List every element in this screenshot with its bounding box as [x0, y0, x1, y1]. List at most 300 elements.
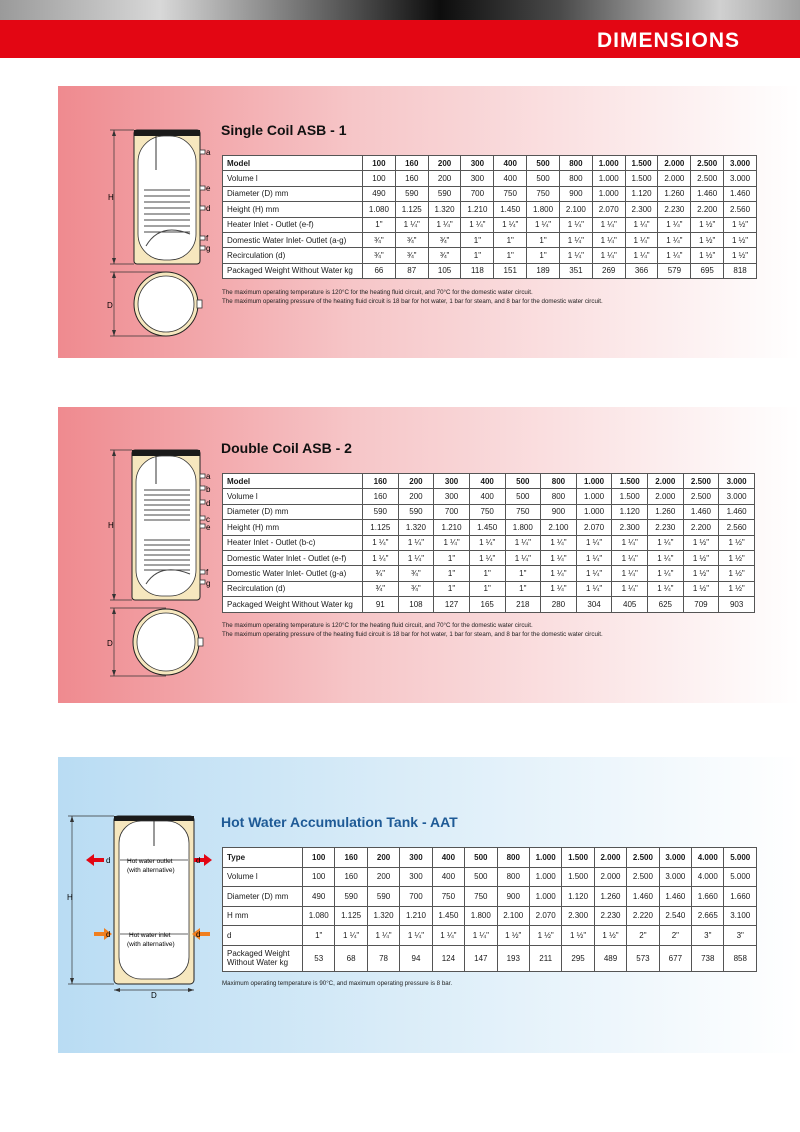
port-d-label: d — [196, 930, 201, 939]
row-label — [223, 232, 363, 247]
table-cell: 1.460 — [683, 504, 719, 519]
table-cell: 1 ¼" — [625, 217, 658, 232]
table-cell: 1" — [461, 232, 494, 247]
table-cell: 1 ¼" — [398, 550, 434, 565]
table-cell: 2.665 — [692, 906, 724, 926]
table-cell: 1.800 — [527, 202, 560, 217]
table-cell: 200 — [428, 156, 461, 171]
table-cell: 1 ½" — [724, 248, 757, 263]
table-cell: 1.080 — [363, 202, 396, 217]
table-cell: 695 — [691, 263, 724, 278]
table-cell: 147 — [465, 945, 497, 971]
table-row — [223, 535, 755, 550]
table-cell: 1.500 — [562, 867, 594, 887]
port-f-label: f — [206, 234, 209, 243]
table-cell: 750 — [505, 504, 541, 519]
table-cell: 1.500 — [612, 474, 648, 489]
double-coil-tank-diagram — [100, 444, 220, 684]
note-line: Maximum operating temperature is 90°C, and maximum operating pressure is 8 bar. — [222, 980, 453, 987]
table-cell: 2.000 — [648, 489, 684, 504]
table-cell: 1.120 — [612, 504, 648, 519]
header-band — [0, 20, 800, 58]
port-g-label: g — [206, 579, 211, 588]
table-cell: 1 ¼" — [398, 535, 434, 550]
height-dim-label: H — [67, 893, 73, 902]
table-cell: 1 ½" — [691, 232, 724, 247]
table-cell: 1 ½" — [691, 248, 724, 263]
table-row — [223, 520, 755, 535]
table-cell: 900 — [559, 186, 592, 201]
row-label — [223, 867, 303, 887]
table-cell: ¾" — [428, 232, 461, 247]
height-dim-label: H — [108, 193, 114, 202]
table-cell: 1 ¼" — [576, 550, 612, 565]
table-cell: 366 — [625, 263, 658, 278]
table-cell: ¾" — [363, 581, 399, 596]
single-coil-title: Single Coil ASB - 1 — [221, 122, 347, 138]
table-cell: 1 ¼" — [576, 581, 612, 596]
row-label — [223, 474, 363, 489]
table-cell: 1 ½" — [724, 217, 757, 232]
table-cell: 1 ½" — [529, 926, 561, 946]
table-cell: 1 ½" — [724, 232, 757, 247]
port-d-label: d — [106, 856, 111, 865]
table-cell: 1.450 — [494, 202, 527, 217]
table-cell: 400 — [469, 489, 505, 504]
table-cell: 100 — [363, 156, 396, 171]
table-cell: 1 ½" — [719, 581, 755, 596]
table-cell: 200 — [398, 474, 434, 489]
row-label — [223, 566, 363, 581]
row-label — [223, 202, 363, 217]
port-d-label: d — [206, 204, 211, 213]
row-label-text: Height (H) mm — [227, 522, 280, 532]
table-cell: 2.540 — [659, 906, 691, 926]
table-cell: 1 ¼" — [559, 248, 592, 263]
table-cell: 400 — [494, 156, 527, 171]
table-cell: 800 — [559, 156, 592, 171]
table-cell: 5.000 — [724, 848, 757, 868]
table-cell: 1 ¼" — [625, 248, 658, 263]
row-label — [223, 848, 303, 868]
table-cell: 2.560 — [719, 520, 755, 535]
table-cell: 858 — [724, 945, 757, 971]
table-cell: 400 — [432, 848, 464, 868]
table-cell: 500 — [527, 156, 560, 171]
row-label-text: Packaged Weight Without Water kg — [227, 599, 353, 609]
table-cell: 300 — [434, 474, 470, 489]
table-cell: 2.000 — [658, 156, 691, 171]
table-cell: 800 — [497, 867, 529, 887]
table-cell: 4.000 — [692, 867, 724, 887]
table-cell: 300 — [461, 171, 494, 186]
table-cell: 1 ¼" — [335, 926, 367, 946]
table-row — [223, 926, 757, 946]
table-cell: 1 ¼" — [658, 232, 691, 247]
table-row — [223, 232, 757, 247]
table-cell: 590 — [367, 887, 399, 907]
table-cell: 1 ¼" — [363, 535, 399, 550]
table-cell: 400 — [469, 474, 505, 489]
diameter-dim-label: D — [151, 991, 157, 1000]
row-label-text: Diameter (D) mm — [227, 891, 289, 901]
port-e-label: e — [206, 523, 211, 532]
table-cell: 2.230 — [594, 906, 626, 926]
hot-water-outlet-alt-label: (with alternative) — [127, 867, 175, 874]
row-label-text: Domestic Water Inlet- Outlet (a-g) — [227, 235, 347, 245]
table-cell: 1.120 — [562, 887, 594, 907]
row-label-text: H mm — [227, 911, 249, 921]
table-cell: 3.100 — [724, 906, 757, 926]
table-cell: 2.100 — [559, 202, 592, 217]
table-cell: 304 — [576, 597, 612, 612]
table-cell: 1.210 — [461, 202, 494, 217]
table-cell: 1 ¼" — [612, 581, 648, 596]
table-cell: 165 — [469, 597, 505, 612]
table-row — [223, 474, 755, 489]
row-label — [223, 535, 363, 550]
note-line: The maximum operating pressure of the heating fluid circuit is 18 bar for hot water, 1 bar for steam, and 8 bar for the domestic water circuit. — [222, 630, 603, 638]
table-cell: 3.000 — [724, 171, 757, 186]
table-cell: 1 ¼" — [648, 566, 684, 581]
table-cell: 1.000 — [576, 504, 612, 519]
table-row — [223, 504, 755, 519]
table-row — [223, 581, 755, 596]
table-cell: 500 — [465, 867, 497, 887]
row-label — [223, 504, 363, 519]
table-cell: 1 ¼" — [592, 217, 625, 232]
table-cell: 1.450 — [469, 520, 505, 535]
table-cell: 2" — [659, 926, 691, 946]
port-d-label: d — [196, 856, 201, 865]
table-row — [223, 867, 757, 887]
table-cell: 160 — [335, 867, 367, 887]
table-cell: 900 — [541, 504, 577, 519]
row-label — [223, 489, 363, 504]
table-cell: 1.460 — [724, 186, 757, 201]
table-cell: 160 — [363, 474, 399, 489]
table-cell: 1.450 — [432, 906, 464, 926]
table-cell: 1" — [434, 581, 470, 596]
row-label-text: Volume l — [227, 872, 258, 882]
table-cell: 1.210 — [434, 520, 470, 535]
row-label-text: Diameter (D) mm — [227, 507, 289, 517]
table-cell: ¾" — [395, 248, 428, 263]
table-cell: 625 — [648, 597, 684, 612]
table-cell: 1 ½" — [594, 926, 626, 946]
table-cell: 750 — [432, 887, 464, 907]
table-cell: 1.660 — [692, 887, 724, 907]
table-cell: 2.070 — [576, 520, 612, 535]
row-label — [223, 217, 363, 232]
table-cell: 750 — [465, 887, 497, 907]
table-cell: 405 — [612, 597, 648, 612]
table-cell: 1.125 — [363, 520, 399, 535]
table-cell: 200 — [428, 171, 461, 186]
table-cell: 1" — [434, 550, 470, 565]
table-cell: 1.000 — [576, 489, 612, 504]
table-cell: 300 — [400, 848, 432, 868]
table-cell: 2.000 — [594, 848, 626, 868]
table-cell: 160 — [395, 156, 428, 171]
table-cell: 1 ¼" — [432, 926, 464, 946]
table-cell: 94 — [400, 945, 432, 971]
table-cell: 4.000 — [692, 848, 724, 868]
table-cell: 1 ¼" — [625, 232, 658, 247]
table-cell: 2.500 — [627, 867, 659, 887]
table-cell: 400 — [494, 171, 527, 186]
table-cell: 1.320 — [398, 520, 434, 535]
table-cell: 1.500 — [625, 171, 658, 186]
table-cell: 2.300 — [612, 520, 648, 535]
table-cell: 1 ½" — [683, 535, 719, 550]
table-cell: ¾" — [363, 232, 396, 247]
table-cell: ¾" — [428, 248, 461, 263]
table-cell: 750 — [527, 186, 560, 201]
table-cell: 2.500 — [691, 156, 724, 171]
table-cell: 700 — [461, 186, 494, 201]
hot-water-inlet-alt-label: (with alternative) — [127, 941, 175, 948]
accumulation-tank-title: Hot Water Accumulation Tank - AAT — [221, 814, 458, 830]
table-cell: 1.460 — [659, 887, 691, 907]
table-cell: 53 — [303, 945, 335, 971]
single-coil-spec-table — [222, 155, 757, 279]
table-cell: 750 — [494, 186, 527, 201]
table-cell: 490 — [303, 887, 335, 907]
table-cell: 1 ½" — [719, 550, 755, 565]
table-cell: 280 — [541, 597, 577, 612]
table-cell: 1.125 — [395, 202, 428, 217]
row-label-text: Height (H) mm — [227, 204, 280, 214]
port-a-label: a — [206, 148, 211, 157]
table-row — [223, 489, 755, 504]
table-cell: 1 ¼" — [612, 566, 648, 581]
accumulation-tank-diagram — [64, 812, 224, 998]
table-cell: 351 — [559, 263, 592, 278]
table-cell: 700 — [400, 887, 432, 907]
row-label-text: Domestic Water Inlet - Outlet (e-f) — [227, 553, 347, 563]
table-cell: 2.200 — [683, 520, 719, 535]
port-f-label: f — [206, 568, 209, 577]
table-row — [223, 202, 757, 217]
hot-water-outlet-label: Hot water outlet — [127, 858, 173, 865]
table-cell: 1.660 — [724, 887, 757, 907]
table-cell: 1 ½" — [683, 566, 719, 581]
table-cell: 1 ¼" — [658, 248, 691, 263]
diameter-dim-label: D — [107, 301, 113, 310]
row-label — [223, 926, 303, 946]
row-label-text: Diameter (D) mm — [227, 189, 289, 199]
table-cell: 2.000 — [658, 171, 691, 186]
table-cell: 1 ¼" — [541, 535, 577, 550]
table-cell: 1 ¼" — [494, 217, 527, 232]
table-cell: 108 — [398, 597, 434, 612]
table-cell: 903 — [719, 597, 755, 612]
table-cell: 1 ½" — [683, 581, 719, 596]
table-cell: 1.080 — [303, 906, 335, 926]
table-row — [223, 217, 757, 232]
row-label-text: Domestic Water Inlet- Outlet (g-a) — [227, 569, 347, 579]
row-label-text: Model — [227, 476, 251, 486]
table-cell: 68 — [335, 945, 367, 971]
table-cell: 590 — [428, 186, 461, 201]
table-cell: 2.100 — [497, 906, 529, 926]
note-line: The maximum operating temperature is 120°C for the heating fluid circuit, and 70°C for the domestic water circuit. — [222, 622, 533, 629]
port-d-label: d — [106, 930, 111, 939]
table-cell: 100 — [303, 867, 335, 887]
table-cell: 1 ¼" — [648, 581, 684, 596]
table-cell: 900 — [497, 887, 529, 907]
top-gradient-bar — [0, 0, 800, 20]
table-cell: 3.000 — [659, 848, 691, 868]
row-label — [223, 581, 363, 596]
table-cell: 160 — [363, 489, 399, 504]
table-cell: 269 — [592, 263, 625, 278]
table-cell: 500 — [505, 474, 541, 489]
table-row — [223, 550, 755, 565]
table-cell: 1.210 — [400, 906, 432, 926]
table-cell: 489 — [594, 945, 626, 971]
table-cell: 709 — [683, 597, 719, 612]
table-cell: 1" — [434, 566, 470, 581]
table-cell: 2.070 — [529, 906, 561, 926]
table-cell: 1 ¼" — [559, 217, 592, 232]
row-label — [223, 550, 363, 565]
table-row — [223, 906, 757, 926]
page-title: DIMENSIONS — [596, 29, 740, 52]
table-cell: ¾" — [398, 566, 434, 581]
table-cell: 1" — [363, 217, 396, 232]
row-label-text: d — [227, 930, 232, 940]
row-label — [223, 887, 303, 907]
table-cell: 1.460 — [719, 504, 755, 519]
table-cell: 1.260 — [594, 887, 626, 907]
table-cell: 1 ¼" — [658, 217, 691, 232]
table-cell: 151 — [494, 263, 527, 278]
table-cell: 2.230 — [658, 202, 691, 217]
table-cell: 1 ¼" — [541, 550, 577, 565]
row-label — [223, 248, 363, 263]
table-cell: 3" — [724, 926, 757, 946]
table-cell: 2.500 — [683, 474, 719, 489]
table-row — [223, 171, 757, 186]
table-cell: 590 — [398, 504, 434, 519]
table-cell: 800 — [541, 489, 577, 504]
row-label-text: Model — [227, 158, 251, 168]
table-cell: 750 — [469, 504, 505, 519]
table-cell: 124 — [432, 945, 464, 971]
hot-water-inlet-label: Hot water inlet — [129, 932, 171, 939]
table-cell: 1 ¼" — [469, 535, 505, 550]
table-cell: 189 — [527, 263, 560, 278]
table-cell: 200 — [367, 848, 399, 868]
table-row — [223, 887, 757, 907]
row-label-text: Without Water kg — [227, 958, 289, 968]
row-label — [223, 945, 303, 971]
table-cell: 3" — [692, 926, 724, 946]
table-cell: 1" — [494, 232, 527, 247]
table-cell: 160 — [395, 171, 428, 186]
double-coil-title: Double Coil ASB - 2 — [221, 440, 352, 456]
accumulation-tank-spec-table — [222, 847, 757, 972]
table-cell: ¾" — [363, 566, 399, 581]
table-cell: 700 — [434, 504, 470, 519]
table-cell: 3.000 — [724, 156, 757, 171]
table-cell: 1 ¼" — [612, 550, 648, 565]
table-cell: 2.500 — [683, 489, 719, 504]
table-cell: 490 — [363, 186, 396, 201]
table-cell: 295 — [562, 945, 594, 971]
table-cell: 400 — [432, 867, 464, 887]
table-cell: 1 ½" — [719, 535, 755, 550]
table-row — [223, 945, 757, 971]
table-cell: 160 — [335, 848, 367, 868]
row-label-text: Volume l — [227, 492, 258, 502]
table-cell: 500 — [465, 848, 497, 868]
table-cell: 1.000 — [529, 887, 561, 907]
table-cell: 1 ¼" — [363, 550, 399, 565]
height-dim-label: H — [108, 521, 114, 530]
table-cell: ¾" — [398, 581, 434, 596]
single-coil-tank-diagram — [100, 122, 220, 347]
table-cell: 66 — [363, 263, 396, 278]
row-label — [223, 906, 303, 926]
table-cell: 800 — [559, 171, 592, 186]
accumulation-tank-notes — [222, 980, 452, 989]
table-cell: 218 — [505, 597, 541, 612]
table-cell: 1 ¼" — [592, 232, 625, 247]
table-cell: 3.000 — [719, 474, 755, 489]
note-line: The maximum operating temperature is 120°C for the heating fluid circuit, and 70°C for the domestic water circuit. — [222, 289, 533, 296]
table-cell: 1 ½" — [719, 566, 755, 581]
table-row — [223, 597, 755, 612]
table-row — [223, 848, 757, 868]
table-cell: 3.000 — [659, 867, 691, 887]
table-cell: 2.200 — [691, 202, 724, 217]
table-cell: 579 — [658, 263, 691, 278]
row-label — [223, 156, 363, 171]
table-cell: 1 ¼" — [367, 926, 399, 946]
table-cell: 2.070 — [592, 202, 625, 217]
table-cell: 1.320 — [367, 906, 399, 926]
table-cell: 1.500 — [612, 489, 648, 504]
table-cell: 500 — [505, 489, 541, 504]
table-cell: 1" — [505, 566, 541, 581]
table-cell: 1" — [494, 248, 527, 263]
row-label — [223, 520, 363, 535]
table-cell: 87 — [395, 263, 428, 278]
table-cell: 818 — [724, 263, 757, 278]
table-cell: 1.500 — [562, 848, 594, 868]
table-cell: 800 — [497, 848, 529, 868]
table-cell: 2.500 — [691, 171, 724, 186]
table-cell: 1 ¼" — [400, 926, 432, 946]
table-cell: 500 — [527, 171, 560, 186]
port-g-label: g — [206, 244, 211, 253]
table-cell: 2.300 — [625, 202, 658, 217]
double-coil-spec-table — [222, 473, 755, 613]
table-row — [223, 566, 755, 581]
table-cell: 1.000 — [592, 156, 625, 171]
table-cell: 590 — [363, 504, 399, 519]
table-cell: 1 ½" — [497, 926, 529, 946]
table-cell: 1.800 — [505, 520, 541, 535]
table-cell: 300 — [434, 489, 470, 504]
table-cell: 1 ¼" — [395, 217, 428, 232]
table-cell: 118 — [461, 263, 494, 278]
port-c-label: c — [206, 515, 210, 524]
diameter-dim-label: D — [107, 639, 113, 648]
